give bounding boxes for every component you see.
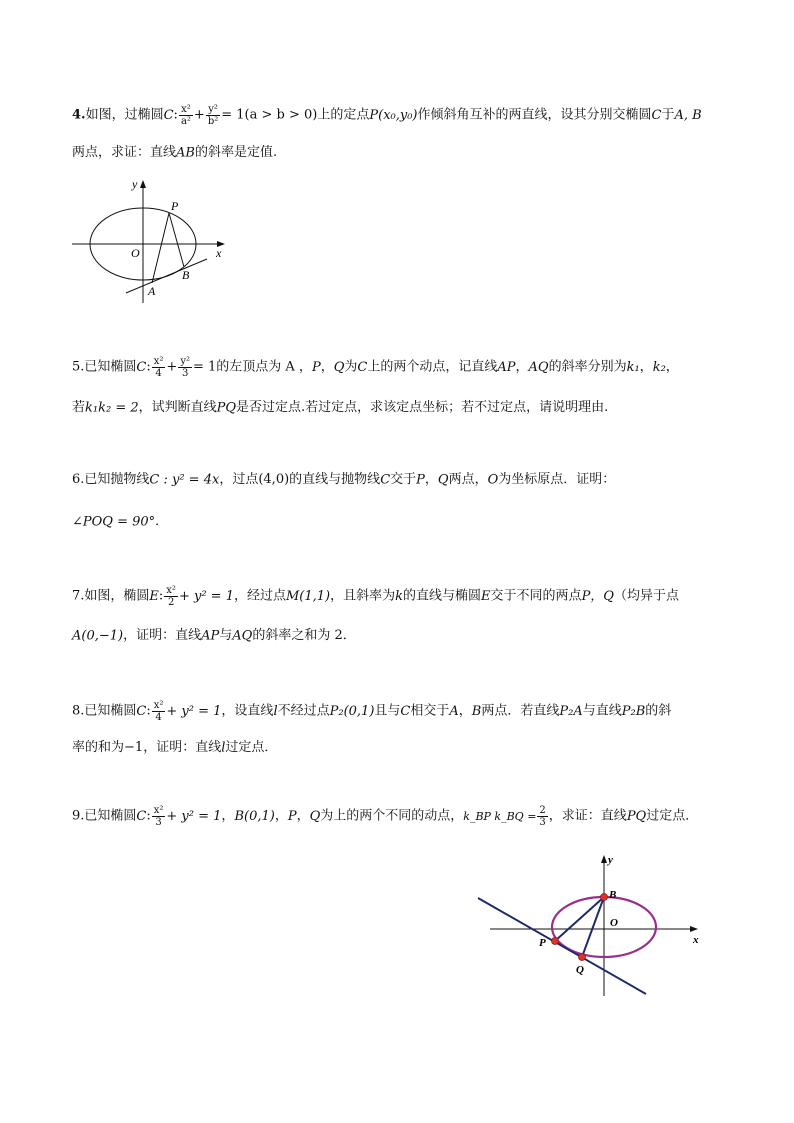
text: 两点， (448, 472, 488, 487)
math-var: + y² = 1 (166, 704, 222, 719)
math-text: (4,0) (258, 472, 290, 487)
problem-6-line-2 (72, 512, 168, 533)
math-var: AQ (232, 628, 253, 644)
text: 的斜率是定值. (194, 145, 278, 160)
text: 的斜率之和为 2． (252, 628, 356, 643)
fraction (164, 585, 178, 608)
text: 上的两个动点，记直线 (367, 359, 498, 375)
problem-number: 4. (72, 107, 86, 123)
math-var: Q (437, 472, 449, 488)
numerator: x² (153, 700, 164, 711)
numerator: 2 (539, 805, 546, 816)
text: ， (296, 808, 310, 824)
math-var: P (416, 472, 425, 488)
math-var: AQ (528, 360, 549, 375)
numerator: y² (180, 356, 190, 367)
math-var: C (136, 360, 147, 375)
text: ，试判断直线 (138, 400, 217, 415)
problem-8-line-2 (72, 738, 277, 759)
y-axis-label: y (608, 854, 613, 866)
text: ，求证：直线 (548, 808, 627, 824)
text: ， (320, 359, 334, 375)
problem-5-line-1 (72, 356, 679, 379)
text: : (158, 588, 164, 604)
point-label-b: B (609, 889, 617, 901)
ellipse-figure-2 (470, 848, 710, 998)
math-var: O (487, 472, 499, 488)
math-var: AP (497, 360, 516, 375)
fraction (152, 700, 166, 723)
math-var: A(0,−1) (72, 628, 124, 644)
math-var: P₂A (559, 704, 583, 719)
text: ， (665, 359, 679, 375)
numerator: x² (153, 356, 164, 367)
math-text: = 1(a > b > 0) (221, 107, 318, 123)
point-b (601, 894, 608, 901)
text: 5.已知椭圆 (72, 359, 137, 375)
text: 交于不同的两点 (490, 588, 582, 604)
point-label-q: Q (576, 964, 584, 976)
point-label-a: A (148, 284, 156, 298)
text: 率的和为 (72, 740, 125, 755)
math-var: P₂(0,1) (329, 704, 375, 719)
text: （均异于点 (613, 588, 679, 604)
math-var: k (395, 589, 404, 604)
text: 9.已知椭圆 (72, 808, 137, 824)
math-var: C (651, 108, 662, 123)
denominator: a² (180, 116, 191, 127)
math-var: P (287, 809, 297, 824)
point-p (552, 938, 559, 945)
math-var: PQ (216, 400, 237, 416)
math-var: k₁ (626, 360, 640, 375)
text: 是否过定点.若过定点，求该定点坐标；若不过定点，请说明理由. (236, 400, 609, 415)
ellipse-figure-1 (70, 175, 235, 305)
math-var: M(1,1) (285, 589, 331, 604)
fraction (206, 104, 220, 127)
math-var: E (481, 589, 491, 604)
text: 的斜 (645, 703, 672, 719)
math-var: k_BP k_BQ = (463, 810, 537, 823)
text: ，证明：直线 (123, 628, 202, 643)
origin-label: O (610, 917, 618, 929)
math-var: AB (176, 145, 195, 161)
math-var: A, B (674, 108, 702, 123)
text: 于 (661, 107, 675, 123)
problem-5-line-2 (72, 398, 608, 419)
math-var: + y² = 1 (178, 589, 234, 604)
denominator: 4 (155, 712, 162, 723)
problem-7-line-1 (72, 585, 679, 608)
math-var: C (400, 704, 411, 719)
text: + (193, 107, 205, 123)
text: 与直线 (582, 703, 622, 719)
math-var: C (357, 360, 368, 375)
text: : (173, 107, 178, 123)
math-var: C (380, 472, 391, 488)
math-var: Q (309, 809, 321, 824)
denominator: b² (207, 116, 219, 127)
numerator: x² (166, 585, 176, 596)
text: 的直线与椭圆 (403, 588, 482, 604)
math-var: PQ (626, 809, 647, 824)
math-var: A (449, 704, 459, 719)
problem-4-line-2 (72, 143, 277, 164)
math-var: C (136, 809, 147, 824)
text: : (146, 808, 151, 824)
problem-6-line-1 (72, 470, 615, 491)
text: 交于 (390, 472, 417, 487)
text: : (146, 359, 151, 375)
denominator: 2 (167, 597, 175, 608)
text: ， (221, 808, 235, 824)
x-axis-label: x (216, 246, 222, 260)
text: ，过点 (219, 472, 259, 487)
text: 与 (219, 628, 233, 643)
text: 7.如图，椭圆 (72, 588, 150, 604)
point-label-b: B (182, 268, 190, 282)
math-text: = 1 (192, 359, 217, 375)
text: ，设直线 (221, 703, 274, 719)
problem-4-line-1 (72, 104, 702, 127)
point-label-p: P (171, 199, 179, 213)
denominator: 3 (539, 817, 546, 828)
text: 8.已知椭圆 (72, 703, 137, 719)
fraction (152, 805, 166, 828)
problem-9-line-1 (72, 805, 698, 828)
point-label-p: P (539, 937, 546, 949)
text: 过定点． (225, 740, 278, 755)
text: 两点，求证：直线 (72, 145, 177, 160)
math-var: C (163, 108, 174, 123)
text: 且与 (374, 703, 401, 719)
math-var: P(x₀,y₀) (369, 108, 418, 123)
fraction (152, 356, 166, 379)
text: + (166, 359, 178, 375)
text: 为 (344, 359, 358, 375)
text: 的斜率分别为 (548, 359, 627, 375)
math-var: l (273, 704, 278, 719)
numerator: x² (179, 104, 193, 116)
math-var: E (149, 589, 159, 604)
denominator: 3 (181, 368, 189, 379)
text: 作倾斜角互补的两直线，设其分别交椭圆 (417, 107, 652, 123)
origin-label: O (131, 246, 140, 260)
math-var: ∠POQ = 90° (72, 514, 156, 530)
denominator: 3 (155, 817, 162, 828)
text: 的直线与抛物线 (289, 472, 381, 487)
text: ，且斜率为 (330, 588, 396, 604)
math-var: C (136, 704, 147, 719)
text: 两点．若直线 (481, 703, 560, 719)
math-var: P (311, 360, 321, 375)
text: ， (274, 808, 288, 824)
text: ． (155, 514, 169, 529)
math-var: B (471, 704, 482, 719)
x-axis-label: x (693, 934, 699, 946)
numerator: x² (153, 805, 164, 816)
text: 不经过点 (277, 703, 330, 719)
text: ，经过点 (233, 588, 286, 604)
text: 为上的两个不同的动点， (320, 808, 464, 824)
math-var: l (221, 740, 226, 756)
math-var: k₂ (652, 360, 666, 375)
text: ， (458, 703, 472, 719)
text: 过定点． (646, 808, 699, 824)
math-var: B(0,1) (234, 809, 275, 824)
math-text: −1 (124, 740, 144, 755)
problem-7-line-2 (72, 626, 356, 647)
point-q (579, 954, 586, 961)
math-var: Q (333, 360, 345, 375)
text: 上的定点 (317, 107, 370, 123)
math-var: P，Q (581, 589, 614, 604)
problem-8-line-1 (72, 700, 671, 723)
fraction (178, 356, 192, 379)
text: 若 (72, 400, 86, 415)
y-axis-label: y (132, 177, 138, 191)
math-var: P₂B (621, 704, 646, 719)
text: 为坐标原点．证明： (498, 472, 616, 487)
numerator: y² (206, 104, 220, 116)
fraction (179, 104, 193, 127)
fraction (537, 805, 547, 828)
text: ，证明：直线 (143, 740, 222, 755)
denominator: 4 (155, 368, 162, 379)
math-var: AP (201, 628, 220, 644)
math-var: C : y² = 4x (149, 472, 220, 488)
math-var: k₁k₂ = 2 (85, 400, 139, 416)
text: : (146, 703, 151, 719)
math-var: + y² = 1 (166, 809, 222, 824)
text: 相交于 (410, 703, 450, 719)
text: 6.已知抛物线 (72, 472, 150, 487)
text: ， (424, 472, 438, 487)
line-pq (478, 898, 646, 994)
text: 如图，过椭圆 (85, 107, 164, 123)
text: 的左顶点为 A ， (216, 359, 312, 375)
text: ， (639, 359, 653, 375)
text: ， (515, 359, 529, 375)
